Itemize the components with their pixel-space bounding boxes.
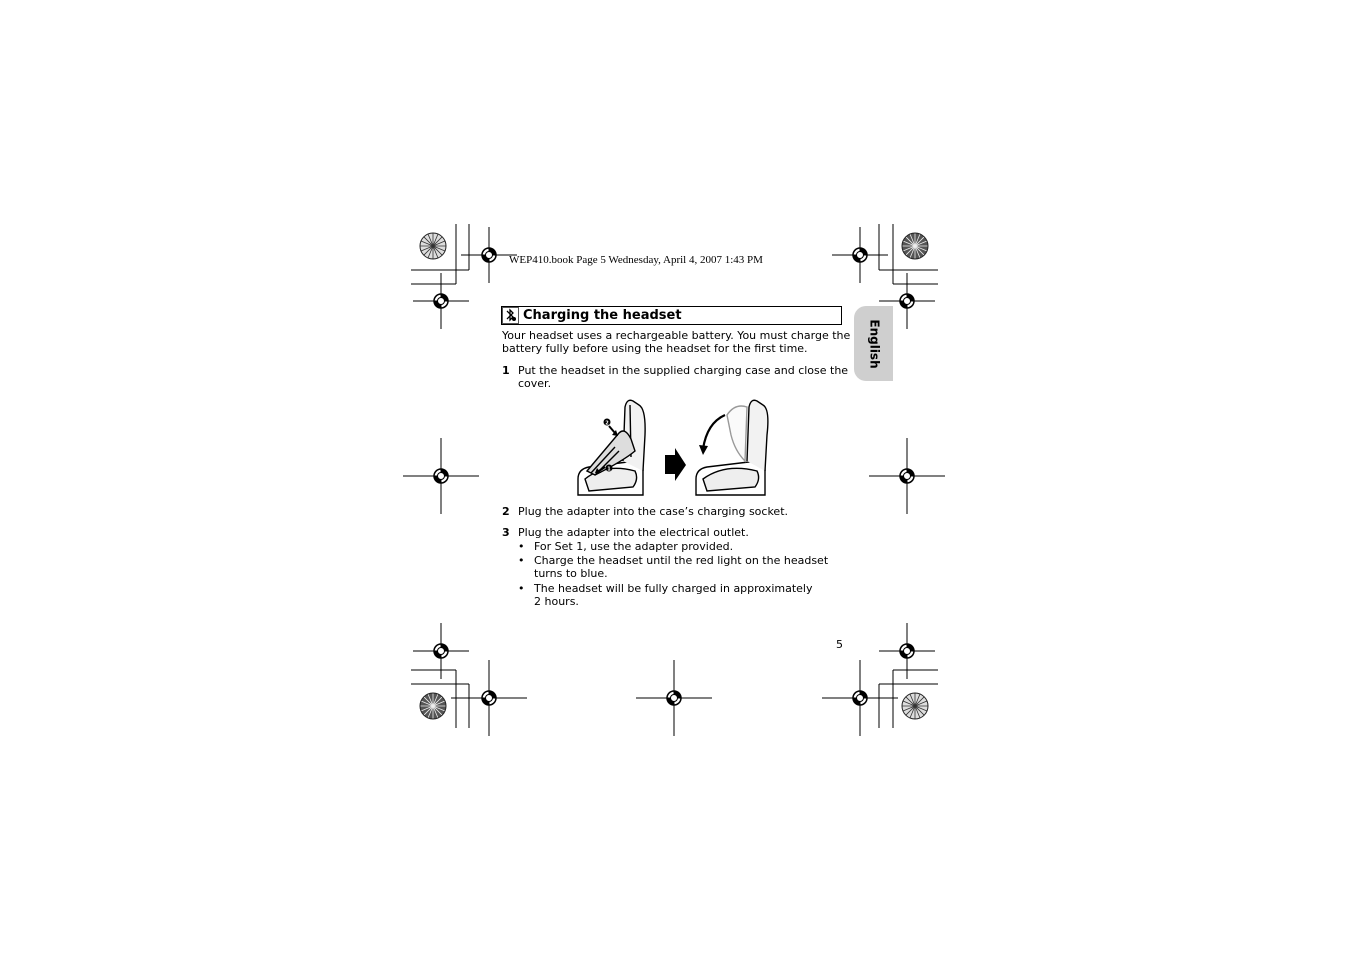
intro-line-2: battery fully before using the headset for the first time. — [502, 342, 808, 355]
step-2-line-1: Plug the adapter into the case’s charging socket. — [518, 505, 789, 518]
language-tab-label-wrap — [855, 306, 894, 381]
bullet-3-line-2: 2 hours. — [534, 595, 579, 608]
step-2-number: 2 — [502, 505, 510, 518]
charging-case-illustration — [575, 395, 775, 497]
bullet-3-line-1: The headset will be fully charged in approximately — [534, 582, 813, 595]
section-title: Charging the headset — [523, 308, 682, 323]
bullet-dot: • — [518, 554, 525, 567]
right-arrow-icon — [665, 448, 686, 481]
case-open-drawing — [578, 400, 645, 495]
print-header: WEP410.book Page 5 Wednesday, April 4, 2007 1:43 PM — [509, 254, 763, 266]
headset-icon — [502, 307, 519, 324]
step-1-line-1: Put the headset in the supplied charging case and close the — [518, 364, 849, 377]
arrow-2 — [609, 426, 615, 433]
bullet-2-line-2: turns to blue. — [534, 567, 608, 580]
bullet-2-line-1: Charge the headset until the red light on the headset — [534, 554, 829, 567]
step-3-number: 3 — [502, 526, 510, 539]
bullet-dot: • — [518, 582, 525, 595]
curved-arrow — [703, 415, 725, 449]
page-number: 5 — [836, 638, 843, 651]
language-tab-label: English — [867, 318, 882, 369]
bullet-1-line-1: For Set 1, use the adapter provided. — [534, 540, 734, 553]
bullet-dot: • — [518, 540, 525, 553]
intro-line-1: Your headset uses a rechargeable battery. You must charge the — [502, 329, 851, 342]
callout-2-label: 2 — [605, 420, 609, 427]
step-1-number: 1 — [502, 364, 510, 377]
step-1-line-2: cover. — [518, 377, 552, 390]
callout-1-label: 1 — [607, 466, 611, 473]
step-3-line-1: Plug the adapter into the electrical outlet. — [518, 526, 749, 539]
